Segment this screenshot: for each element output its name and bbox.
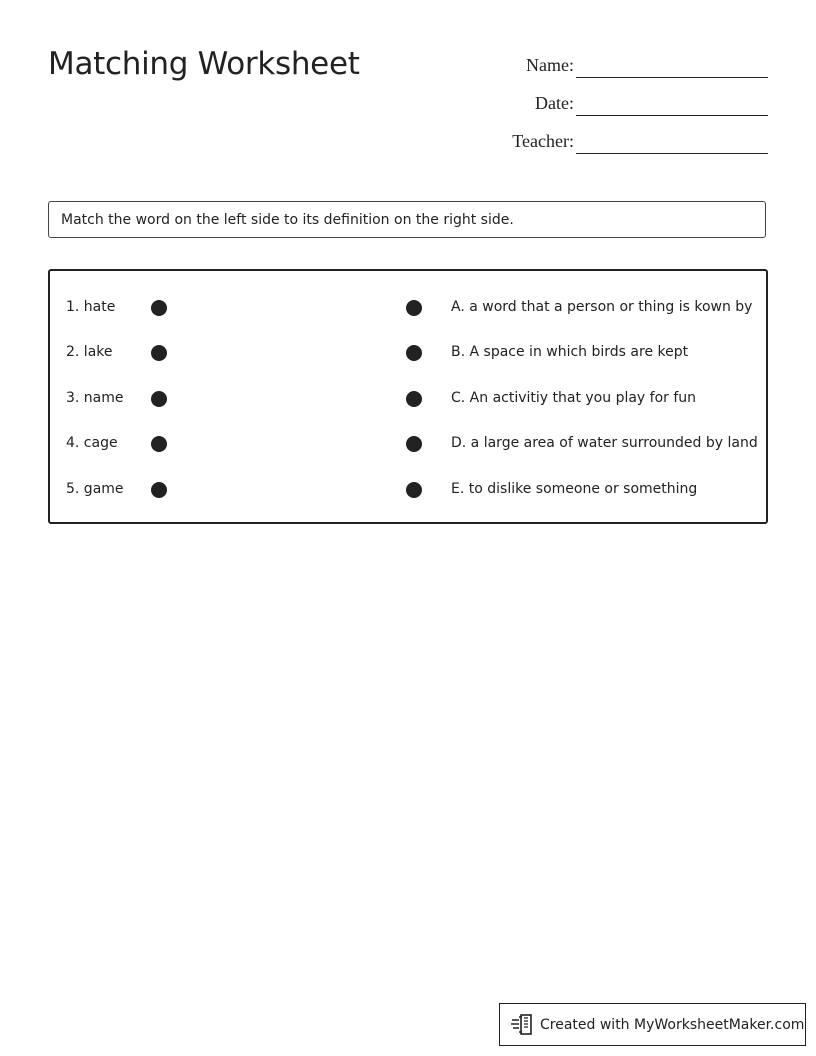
left-match-dot[interactable] [151, 482, 167, 498]
name-field-label: Name: [526, 55, 574, 75]
match-row [50, 387, 766, 411]
word-item: 4. cage [66, 435, 118, 451]
match-row [50, 432, 766, 456]
match-row [50, 296, 766, 320]
date-field-label: Date: [535, 93, 574, 113]
definition-item: D. a large area of water surrounded by land [451, 435, 758, 451]
instructions-box [48, 201, 766, 238]
right-match-dot[interactable] [406, 300, 422, 316]
left-match-dot[interactable] [151, 345, 167, 361]
instructions-text: Match the word on the left side to its definition on the right side. [61, 212, 514, 228]
matching-box [48, 269, 768, 524]
created-with-text: Created with MyWorksheetMaker.com [540, 1017, 805, 1033]
worksheet-maker-logo-icon [510, 1014, 534, 1036]
teacher-field-line [576, 153, 768, 154]
date-field-line [576, 115, 768, 116]
definition-item: B. A space in which birds are kept [451, 344, 689, 360]
word-item: 1. hate [66, 299, 116, 315]
left-match-dot[interactable] [151, 436, 167, 452]
definition-item: A. a word that a person or thing is kown by [451, 299, 753, 315]
match-row [50, 341, 766, 365]
word-item: 3. name [66, 390, 124, 406]
word-item: 2. lake [66, 344, 113, 360]
created-with-badge[interactable] [499, 1003, 806, 1046]
teacher-field-label: Teacher: [512, 131, 574, 151]
name-field [480, 50, 770, 80]
date-field [480, 88, 770, 118]
right-match-dot[interactable] [406, 391, 422, 407]
right-match-dot[interactable] [406, 436, 422, 452]
right-match-dot[interactable] [406, 345, 422, 361]
page-title: Matching Worksheet [48, 46, 360, 82]
left-match-dot[interactable] [151, 391, 167, 407]
right-match-dot[interactable] [406, 482, 422, 498]
name-field-line [576, 77, 768, 78]
left-match-dot[interactable] [151, 300, 167, 316]
definition-item: E. to dislike someone or something [451, 481, 698, 497]
match-row [50, 478, 766, 502]
teacher-field [480, 126, 770, 156]
definition-item: C. An activitiy that you play for fun [451, 390, 697, 406]
word-item: 5. game [66, 481, 124, 497]
